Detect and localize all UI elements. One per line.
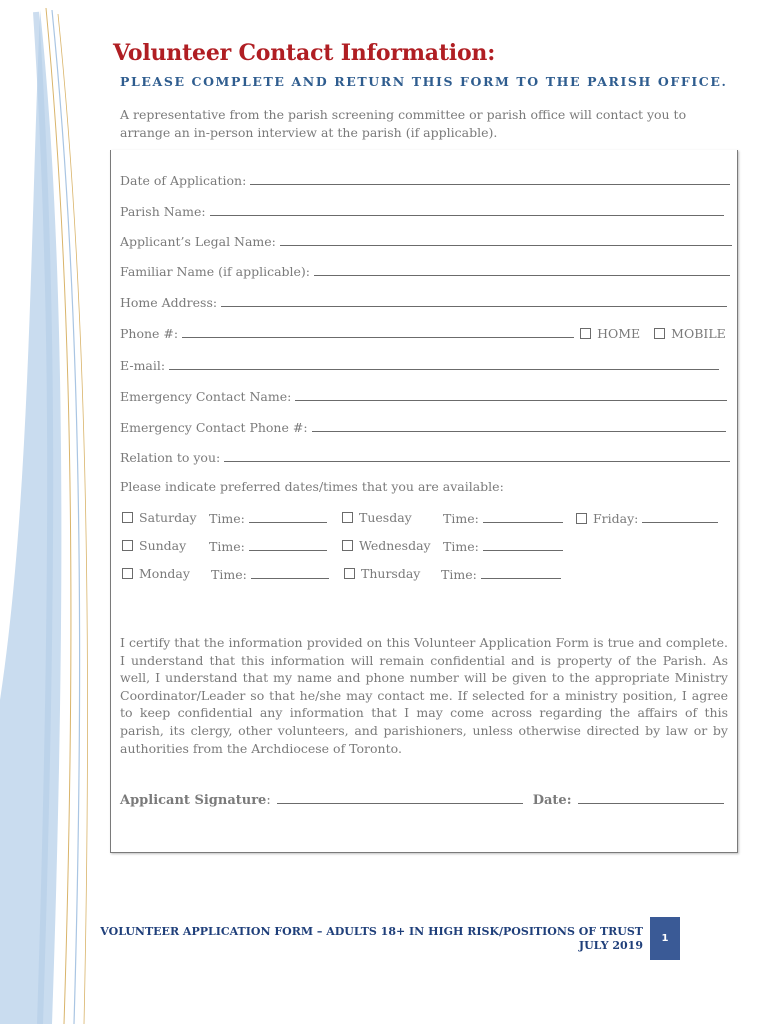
sunday-option [122,538,186,553]
mobile-label: MOBILE [671,326,726,341]
page-footer [100,925,643,953]
mobile-checkbox[interactable] [654,328,665,339]
monday-checkbox[interactable] [122,568,133,579]
saturday-option [122,510,197,525]
emergency-contact-name-input[interactable] [295,388,727,401]
saturday-checkbox[interactable] [122,512,133,523]
relation-label: Relation to you: [120,450,221,465]
tuesday-checkbox[interactable] [342,512,353,523]
thursday-time [441,566,561,582]
phone-label: Phone #: [120,326,179,341]
time-label: Time: [211,567,247,582]
saturday-time-input[interactable] [249,510,327,523]
legal-name-input[interactable] [280,233,732,246]
familiar-name-input[interactable] [314,263,730,276]
home-address-input[interactable] [221,294,727,307]
tuesday-label: Tuesday [359,510,412,525]
signature-date-input[interactable] [578,791,724,804]
email-field [120,357,719,373]
wednesday-option [342,538,431,553]
tuesday-time [443,510,563,526]
parish-name-label: Parish Name: [120,204,206,219]
friday-option [576,510,718,526]
thursday-label: Thursday [361,566,421,581]
monday-time-input[interactable] [251,566,329,579]
availability-prompt-row [120,479,504,494]
relation-input[interactable] [224,449,730,462]
tuesday-time-input[interactable] [483,510,563,523]
thursday-option [344,566,420,581]
emergency-contact-name-label: Emergency Contact Name: [120,389,292,404]
time-label: Time: [209,511,245,526]
sunday-time [209,538,327,554]
parish-name-input[interactable] [210,203,724,216]
signature-date-label: Date: [532,793,572,808]
availability-prompt: Please indicate preferred dates/times that you are available: [120,479,504,494]
friday-label: Friday: [593,511,639,526]
monday-option [122,566,190,581]
legal-name-label: Applicant’s Legal Name: [120,234,276,249]
wednesday-time [443,538,563,554]
page-subtitle: PLEASE COMPLETE AND RETURN THIS FORM TO THE PARISH OFFICE. [120,74,728,89]
page-number-badge: 1 [650,917,680,960]
friday-checkbox[interactable] [576,513,587,524]
intro-paragraph: A representative from the parish screening committee or parish office will contact you to arrange an in-person interview at the parish (if applicable). [120,107,687,140]
time-label: Time: [441,567,477,582]
legal-name-field [120,233,732,249]
wednesday-checkbox[interactable] [342,540,353,551]
decorative-ribbon [0,0,100,1024]
saturday-time [209,510,327,526]
home-address-label: Home Address: [120,295,218,310]
relation-field [120,449,730,465]
tuesday-option [342,510,412,525]
time-label: Time: [443,539,479,554]
sunday-label: Sunday [139,538,187,553]
email-input[interactable] [169,357,719,370]
certification-paragraph: I certify that the information provided on this Volunteer Application Form is true and complete. I understand that this information will remain confidential and is property of the Parish. As well, I understand that my name and phone number will be given to the appropriate Ministry Coordinator/Leader so that he/she may contact me. If selected for a ministry position, I agree to keep confidential any information that I may come across regarding the affairs of this parish, its clergy, other volunteers, and parishioners, unless otherwise directed by law or by authorities from the Archdiocese of Toronto. [120,635,728,756]
emergency-contact-phone-field [120,419,726,435]
thursday-checkbox[interactable] [344,568,355,579]
signature-row [120,791,724,808]
friday-time-input[interactable] [642,510,718,523]
saturday-label: Saturday [139,510,197,525]
home-address-field [120,294,727,310]
monday-label: Monday [139,566,190,581]
signature-input[interactable] [277,791,523,804]
signature-colon: : [266,793,271,808]
sunday-checkbox[interactable] [122,540,133,551]
date-of-application-input[interactable] [250,172,730,185]
page-title: Volunteer Contact Information: [113,40,496,66]
parish-name-field [120,203,724,219]
email-label: E-mail: [120,358,166,373]
monday-time [211,566,329,582]
familiar-name-field [120,263,730,279]
wednesday-time-input[interactable] [483,538,563,551]
emergency-contact-name-field [120,388,727,404]
familiar-name-label: Familiar Name (if applicable): [120,264,311,279]
thursday-time-input[interactable] [481,566,561,579]
phone-input[interactable] [182,325,574,338]
sunday-time-input[interactable] [249,538,327,551]
signature-label: Applicant Signature [120,793,267,808]
footer-form-title: VOLUNTEER APPLICATION FORM – ADULTS 18+ IN HIGH RISK/POSITIONS OF TRUST [100,925,643,938]
time-label: Time: [443,511,479,526]
emergency-contact-phone-label: Emergency Contact Phone #: [120,420,308,435]
phone-field [120,325,726,341]
emergency-contact-phone-input[interactable] [312,419,726,432]
date-of-application-label: Date of Application: [120,173,247,188]
wednesday-label: Wednesday [359,538,431,553]
home-label: HOME [597,326,641,341]
date-of-application-field [120,172,730,188]
home-checkbox[interactable] [580,328,591,339]
footer-date: JULY 2019 [578,939,643,952]
time-label: Time: [209,539,245,554]
